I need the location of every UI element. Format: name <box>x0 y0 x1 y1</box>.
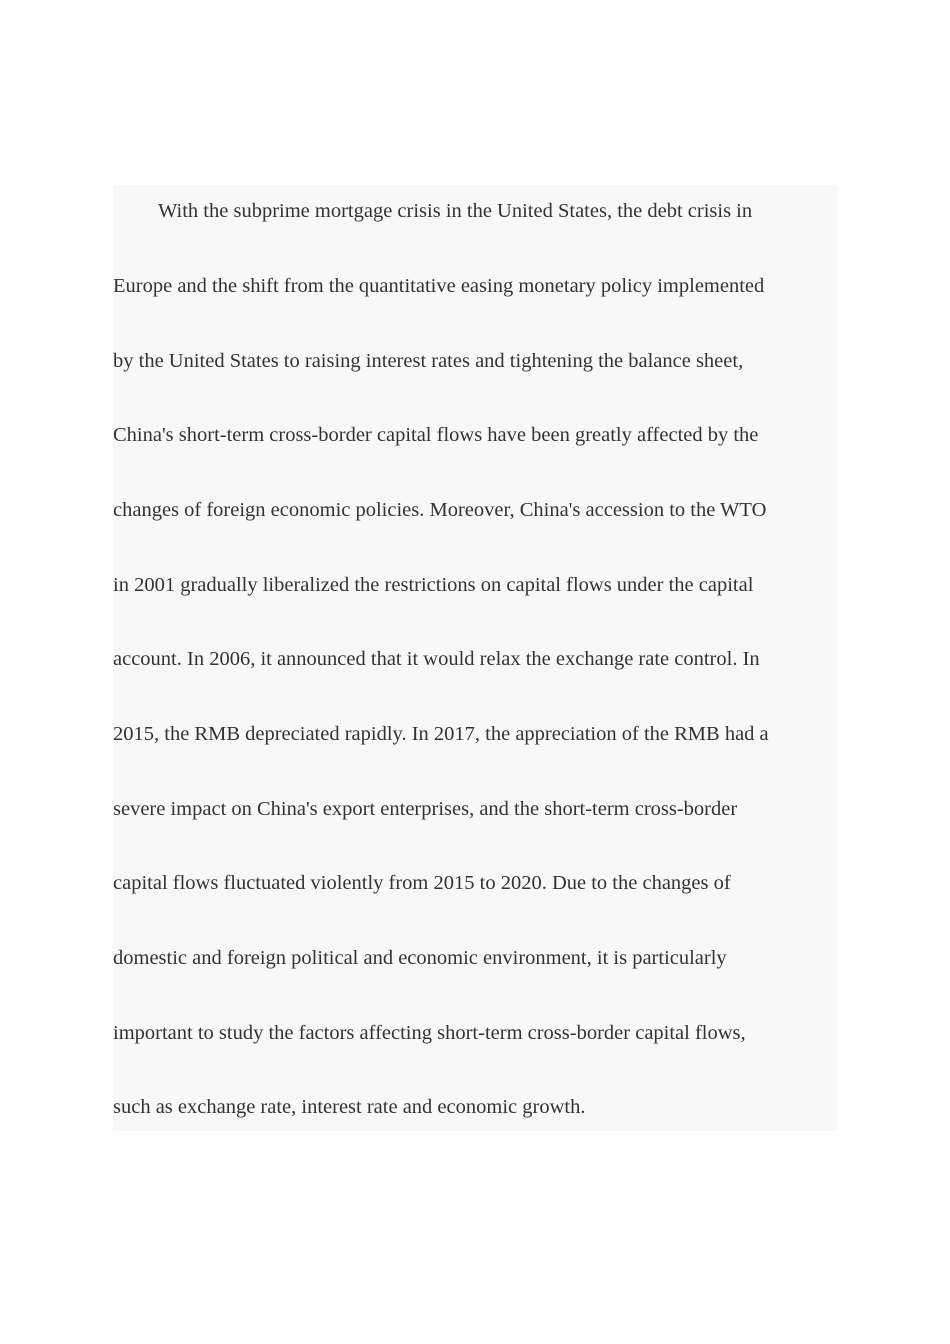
paragraph-line: Europe and the shift from the quantitative easing monetary policy implemented <box>113 275 765 297</box>
paragraph-line: 2015, the RMB depreciated rapidly. In 2017, the appreciation of the RMB had a <box>113 723 769 745</box>
paragraph-line: changes of foreign economic policies. Moreover, China's accession to the WTO <box>113 499 767 521</box>
paragraph-line: by the United States to raising interest rates and tightening the balance sheet, <box>113 350 744 372</box>
paragraph-block <box>113 185 837 1131</box>
paragraph-line: in 2001 gradually liberalized the restrictions on capital flows under the capital <box>113 574 754 596</box>
paragraph-line: capital flows fluctuated violently from 2015 to 2020. Due to the changes of <box>113 872 731 894</box>
paragraph-line: China's short-term cross-border capital flows have been greatly affected by the <box>113 424 759 446</box>
paragraph-line: account. In 2006, it announced that it would relax the exchange rate control. In <box>113 648 760 670</box>
paragraph-line: With the subprime mortgage crisis in the United States, the debt crisis in <box>158 200 753 222</box>
paragraph-line: important to study the factors affecting short-term cross-border capital flows, <box>113 1022 746 1044</box>
paragraph-line: such as exchange rate, interest rate and economic growth. <box>113 1096 586 1118</box>
paragraph-line: domestic and foreign political and economic environment, it is particularly <box>113 947 727 969</box>
paragraph-line: severe impact on China's export enterprises, and the short-term cross-border <box>113 798 738 820</box>
